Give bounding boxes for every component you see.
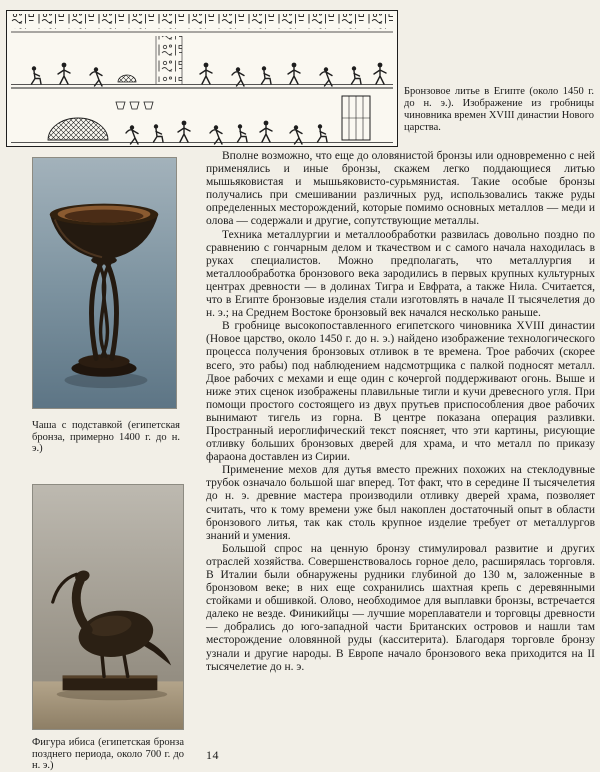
paragraph-3: В гробнице высокопоставленного египетского чиновника XVIII династии (Новое царство, около 1450 г. до н. э.) найдено изображение технологического процесса получения бронзовых отливок в те времена. Трое рабочих (скорее всего, это рабы) под наблюдением надсмотрщика с палкой подносят металл. Двое рабочих с мехами и еще один с кочергой поддерживают огонь. Выше и ниже этих сценок изображены плавильные тигли и кучи древесного угля. При помощи простого состоящего из двух прутьев приспособления двое рабочих вынимают тигель из горна. В центре показана операция разливки. Пространный иероглифический текст поясняет, что эти картины, рисующие отливку больших бронзовых дверей для храма, и что металл по приказу фараона доставлен из Сирии.	[206, 320, 595, 464]
bronze-casting-engraving-image	[6, 10, 398, 147]
paragraph-5: Большой спрос на ценную бронзу стимулировал развитие и других отраслей хозяйства. Совершенствовалось горное дело, расширялась торговля. В Италии были обнаружены рудники глубиной до 130 м, заложенные в бронзовом веке; в них еще сохранились шахтная крепь с деревянными стойками и обшивкой. Олово, необходимое для выплавки бронзы, встречается далеко не везде. Финикийцы — лучшие мореплаватели и торговцы древности — добрались до юго-западной части Британских островов и нашли там месторождение оловянной руды (касситерита). Благодаря торговле бронзу узнали и другие народы. В Европе начало бронзового века приходится на II тысячелетие до н. э.	[206, 542, 595, 673]
paragraph-4: Применение мехов для дутья вместо прежних похожих на стеклодувные трубок означало большой шаг вперед. Тот факт, что в середине II тысячелетия до н. э. древние мастера производили отливку дверей храма, позволяет считать, что к тому времени уже был накоплен достаточный опыт в области бронзового литья, так как столь крупное изделие требует от металлургов знаний и умения.	[206, 464, 595, 542]
engraving-caption: Бронзовое литье в Египте (около 1450 г. до н. э.). Изображение из гробницы чиновника времен XVIII династии Нового царства.	[404, 86, 594, 133]
cup-photo-figure	[32, 157, 177, 409]
paragraph-1: Вполне возможно, что еще до оловянистой бронзы или одновременно с ней применялись и иные бронзы, скажем легко поддающиеся литью мышьяковистая и мышьяковисто-сурьмянистая. Такие особые бронзы получались при смешивании различных руд, использовались также руды определенных месторождений, которые помимо основных металлов — меди и олова — содержали и другие, сопутствующие металлы.	[206, 150, 595, 228]
cup-caption: Чаша с подставкой (египетская бронза, примерно 1400 г. до н. э.)	[32, 420, 180, 455]
bronze-cup-image	[33, 158, 176, 408]
body-text	[206, 150, 595, 674]
paragraph-2: Техника металлургии и металлообработки развилась довольно поздно по сравнению с гончарным делом и ткачеством и с самого начала находилась в руках специалистов. Можно предполагать, что металлургия и металлообработка бронзового века зародились в первых крупных культурных центрах древности — в долинах Тигра и Евфрата, а также Нила. Считается, что в Египте бронзовые изделия стали изготовлять в начале II тысячелетия до н. э.; на Среднем Востоке бронзовый век начался несколько раньше.	[206, 228, 595, 320]
ibis-photo-figure	[32, 484, 184, 730]
ibis-caption: Фигура ибиса (египетская бронза позднего периода, около 700 г. до н. э.)	[32, 737, 184, 772]
ibis-figure-image	[33, 485, 183, 729]
engraving-figure	[6, 10, 398, 147]
page-number: 14	[206, 748, 219, 762]
